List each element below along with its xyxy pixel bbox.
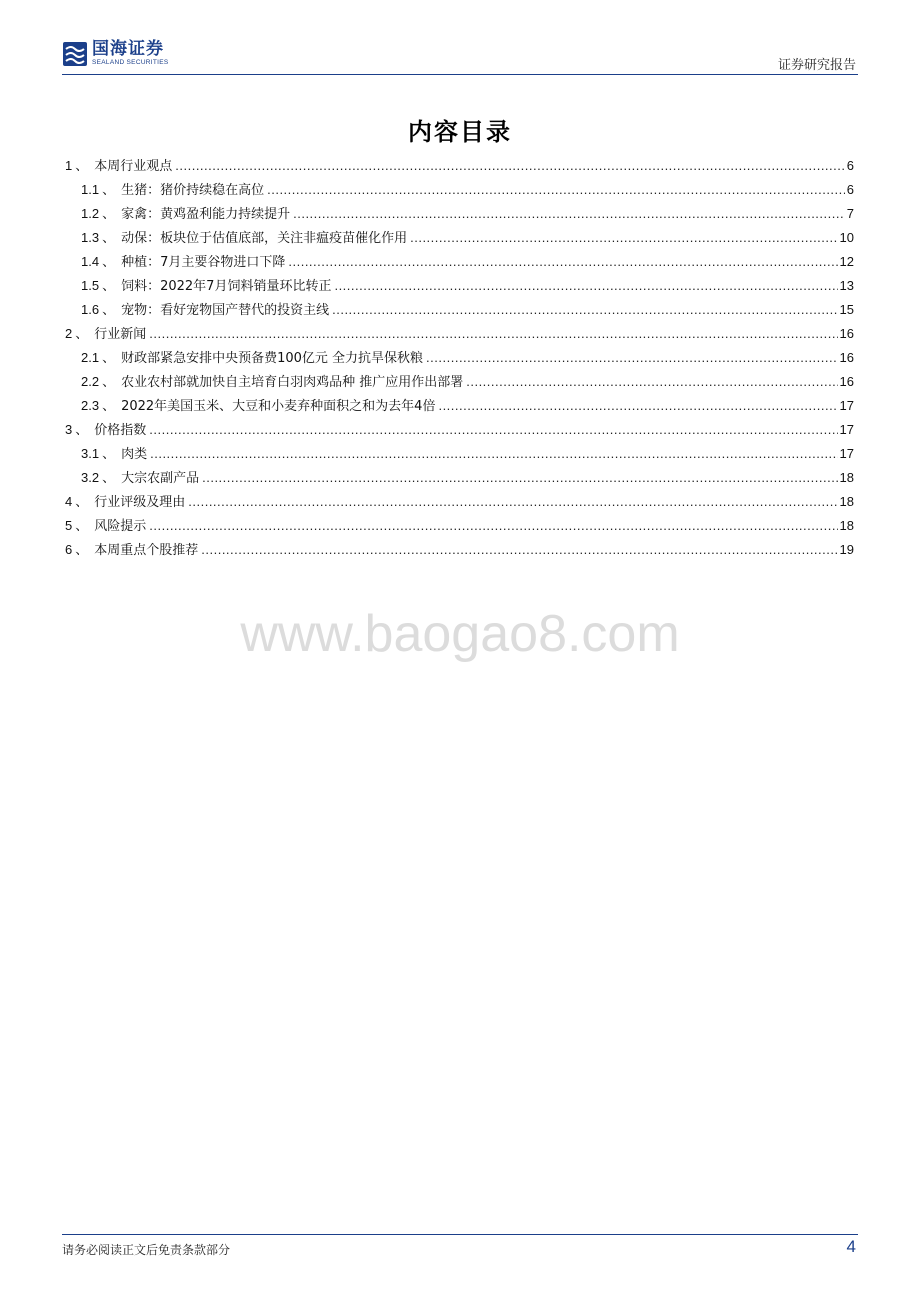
toc-leader-dots (438, 394, 837, 418)
toc-entry-page: 17 (839, 446, 854, 461)
toc-entry-separator: 、 (75, 519, 89, 534)
toc-entry-number: 1.1 (81, 182, 100, 197)
page-number: 4 (846, 1237, 856, 1256)
toc-entry-title: 农业农村部就加快自主培育白羽肉鸡品种 推广应用作出部署 (121, 375, 464, 390)
toc-entry-number: 2 (65, 326, 73, 341)
toc-leader-dots (426, 346, 837, 370)
toc-entry-number: 1.5 (81, 278, 100, 293)
toc-entry-separator: 、 (102, 351, 116, 366)
toc-entry-separator: 、 (75, 423, 89, 438)
toc-leader-dots (175, 154, 845, 178)
toc-entry-number: 2.1 (81, 350, 100, 365)
toc-entry-separator: 、 (102, 303, 116, 318)
report-type-label: 证券研究报告 (777, 58, 856, 73)
toc-entry-page: 6 (846, 182, 854, 197)
toc-entry-page: 7 (846, 206, 854, 221)
toc-leader-dots (149, 322, 837, 346)
toc-leader-dots (149, 418, 837, 442)
toc-entry[interactable] (65, 466, 854, 490)
page-header (62, 40, 858, 75)
toc-entry-number: 1.3 (81, 230, 100, 245)
page-title: 内容目录 (408, 118, 512, 146)
toc-entry[interactable] (65, 250, 854, 274)
toc-entry-title: 种植：7月主要谷物进口下降 (121, 255, 286, 270)
toc-entry-number: 3.1 (81, 446, 100, 461)
toc-entry-title: 2022年美国玉米、大豆和小麦弃种面积之和为去年4倍 (121, 399, 436, 414)
toc-entry-title: 行业评级及理由 (94, 495, 186, 510)
toc-entry-separator: 、 (102, 183, 116, 198)
toc-leader-dots (267, 178, 845, 202)
toc-entry-page: 17 (839, 398, 854, 413)
toc-entry-separator: 、 (102, 399, 116, 414)
toc-entry[interactable] (65, 298, 854, 322)
toc-entry[interactable] (65, 346, 854, 370)
toc-entry[interactable] (65, 514, 854, 538)
toc-entry-page: 17 (839, 422, 854, 437)
toc-entry[interactable] (65, 178, 854, 202)
toc-entry-title: 本周行业观点 (94, 159, 173, 174)
toc-entry-page: 18 (839, 470, 854, 485)
company-logo (62, 40, 169, 72)
toc-entry-page: 18 (839, 494, 854, 509)
toc-leader-dots (149, 514, 837, 538)
toc-entry[interactable] (65, 538, 854, 562)
table-of-contents (65, 154, 854, 562)
toc-entry-page: 16 (839, 374, 854, 389)
toc-entry-separator: 、 (102, 375, 116, 390)
toc-entry-title: 饲料：2022年7月饲料销量环比转正 (121, 279, 332, 294)
toc-entry[interactable] (65, 370, 854, 394)
toc-entry[interactable] (65, 442, 854, 466)
toc-leader-dots (332, 298, 837, 322)
toc-entry-title: 家禽：黄鸡盈利能力持续提升 (121, 207, 291, 222)
toc-leader-dots (288, 250, 837, 274)
toc-entry-number: 5 (65, 518, 73, 533)
toc-entry-number: 4 (65, 494, 73, 509)
toc-entry-separator: 、 (102, 207, 116, 222)
toc-leader-dots (293, 202, 845, 226)
toc-entry[interactable] (65, 394, 854, 418)
toc-entry-page: 15 (839, 302, 854, 317)
toc-entry-title: 财政部紧急安排中央预备费100亿元 全力抗旱保秋粮 (121, 351, 424, 366)
toc-entry-number: 1.4 (81, 254, 100, 269)
toc-entry-separator: 、 (75, 159, 89, 174)
toc-entry-number: 2.2 (81, 374, 100, 389)
toc-entry-page: 18 (839, 518, 854, 533)
toc-entry-number: 1.2 (81, 206, 100, 221)
toc-entry-page: 16 (839, 326, 854, 341)
toc-entry-title: 生猪：猪价持续稳在高位 (121, 183, 265, 198)
toc-leader-dots (466, 370, 837, 394)
watermark: www.baogao8.com (240, 605, 680, 663)
toc-entry-page: 12 (839, 254, 854, 269)
toc-entry-separator: 、 (102, 471, 116, 486)
logo-chinese-name: 国海证券 (92, 39, 164, 59)
toc-leader-dots (334, 274, 837, 298)
toc-entry-title: 本周重点个股推荐 (94, 543, 199, 558)
toc-entry[interactable] (65, 322, 854, 346)
toc-entry[interactable] (65, 154, 854, 178)
toc-entry-title: 大宗农副产品 (121, 471, 200, 486)
toc-entry-number: 1 (65, 158, 73, 173)
toc-entry-title: 行业新闻 (94, 327, 147, 342)
toc-entry-title: 肉类 (121, 447, 148, 462)
sealand-logo-icon (62, 40, 88, 68)
toc-entry-separator: 、 (75, 495, 89, 510)
toc-entry-separator: 、 (75, 543, 89, 558)
toc-leader-dots (202, 466, 837, 490)
toc-entry-title: 风险提示 (94, 519, 147, 534)
toc-entry[interactable] (65, 226, 854, 250)
toc-entry-page: 19 (839, 542, 854, 557)
toc-leader-dots (410, 226, 837, 250)
toc-entry[interactable] (65, 490, 854, 514)
toc-entry-separator: 、 (102, 255, 116, 270)
toc-entry-number: 2.3 (81, 398, 100, 413)
toc-entry[interactable] (65, 274, 854, 298)
logo-english-name: SEALAND SECURITIES (92, 59, 169, 66)
toc-leader-dots (201, 538, 837, 562)
toc-entry-number: 3 (65, 422, 73, 437)
toc-entry-title: 价格指数 (94, 423, 147, 438)
toc-entry-title: 动保：板块位于估值底部，关注非瘟疫苗催化作用 (121, 231, 408, 246)
toc-entry-separator: 、 (102, 447, 116, 462)
disclaimer-note: 请务必阅读正文后免责条款部分 (62, 1243, 231, 1257)
toc-entry-page: 13 (839, 278, 854, 293)
toc-entry[interactable] (65, 202, 854, 226)
toc-leader-dots (150, 442, 837, 466)
toc-leader-dots (188, 490, 837, 514)
page-footer (62, 1234, 858, 1261)
toc-entry-number: 1.6 (81, 302, 100, 317)
toc-entry-page: 16 (839, 350, 854, 365)
toc-entry-number: 6 (65, 542, 73, 557)
toc-entry-separator: 、 (102, 279, 116, 294)
toc-entry-title: 宠物：看好宠物国产替代的投资主线 (121, 303, 330, 318)
toc-entry-page: 6 (846, 158, 854, 173)
toc-entry-separator: 、 (102, 231, 116, 246)
toc-entry-separator: 、 (75, 327, 89, 342)
toc-entry-page: 10 (839, 230, 854, 245)
toc-entry-number: 3.2 (81, 470, 100, 485)
toc-entry[interactable] (65, 418, 854, 442)
